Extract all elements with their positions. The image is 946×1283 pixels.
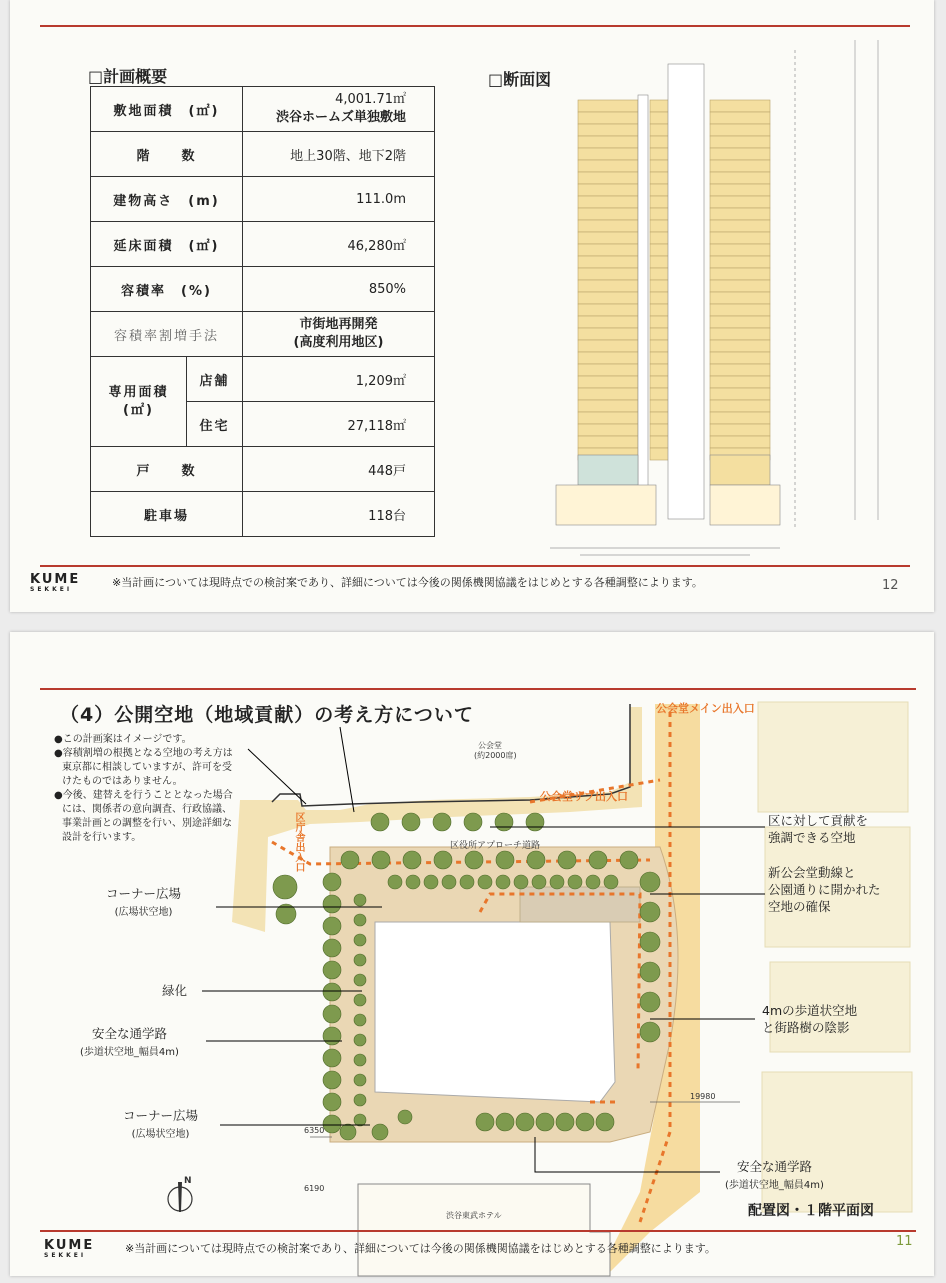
floor-band [650,448,670,460]
floor-band [650,112,670,124]
floor-band [710,280,770,292]
floor-band [578,304,638,316]
floor-band [578,100,638,112]
floors-label: 階 数 [91,132,243,177]
disclaimer-footnote: ※当計画については現時点での検討案であり、詳細については今後の関係機関協議をはじめとする各種調整によります。 [112,576,703,589]
floor-band [578,352,638,364]
floor-band [578,340,638,352]
floor-band [650,280,670,292]
parking-value: 118台 [243,492,435,537]
floor-band [578,232,638,244]
floor-band [578,256,638,268]
tree [323,939,341,957]
floor-area-label: 延床面積 (㎡) [91,222,243,267]
floor-band [710,316,770,328]
floor-band [578,268,638,280]
floor-band [578,244,638,256]
floor-band [650,388,670,400]
height-label: 建物高さ (m) [91,177,243,222]
tree [604,875,618,889]
floor-band [650,184,670,196]
tree [465,851,483,869]
podium-floor [710,455,770,485]
tree [640,932,660,952]
hall-seats-label: (約2000席) [474,751,517,760]
bottom-rule [40,1230,916,1232]
tree [323,961,341,979]
floor-band [578,364,638,376]
tree [442,875,456,889]
floor-band [578,148,638,160]
tree [640,992,660,1012]
tree [323,1005,341,1023]
tree [354,954,366,966]
floor-band [710,160,770,172]
tree [514,875,528,889]
floor-band [578,184,638,196]
tree [424,875,438,889]
floor-band [710,424,770,436]
tree [323,873,341,891]
tree [323,1115,341,1133]
tower-section [556,64,780,525]
site-area-value: 4,001.71㎡ [335,92,406,107]
note-item: ●この計画案はイメージです。 [54,734,192,745]
floor-band [578,436,638,448]
kume-sekkei-logo: KUME SEKKEI [44,1238,95,1259]
exclusive-area-unit: (㎡) [123,402,154,418]
tree [340,1124,356,1140]
floor-band [578,388,638,400]
tree [388,875,402,889]
tree [371,813,389,831]
site-area-note: 渋谷ホームズ単独敷地 [275,110,406,125]
floor-band [650,436,670,448]
page-number: 11 [896,1234,913,1249]
tree [372,851,390,869]
tree [589,851,607,869]
tree [496,851,514,869]
far-bonus-note: (高度利用地区) [293,335,384,350]
tree [596,1113,614,1131]
school-route-label-bottom: 安全な通学路 (歩道状空地_幅員4m) [725,1159,824,1191]
tree [558,851,576,869]
plan-overview-heading: □計画概要 [88,67,168,86]
parking-label: 駐車場 [91,492,243,537]
floor-band [710,148,770,160]
floor-band [650,340,670,352]
dimension-label: 6190 [304,1184,325,1193]
tree [323,1027,341,1045]
school-route-label-left: 安全な通学路 (歩道状空地_幅員4m) [80,1026,179,1058]
far-bonus-label: 容積率割増手法 [91,312,243,357]
tree [640,872,660,892]
tree [354,1034,366,1046]
bottom-rule [40,565,910,567]
tree [406,875,420,889]
tree [496,875,510,889]
floor-band [710,232,770,244]
floor-band [650,220,670,232]
floor-band [710,412,770,424]
far-value: 850% [243,267,435,312]
north-arrow [168,1182,192,1212]
ward-contribution-label: 区に対して貢献を 強調できる空地 [768,813,869,845]
tree [323,1071,341,1089]
floor-band [578,172,638,184]
floor-band [650,160,670,172]
tree [372,1124,388,1140]
floor-band [710,436,770,448]
tree [323,1049,341,1067]
tree [526,813,544,831]
floor-band [710,364,770,376]
tree [550,875,564,889]
tree [640,962,660,982]
tree [532,875,546,889]
page-title: （4）公開空地（地域貢献）の考え方について [60,704,474,726]
floors-value: 地上30階、地下2階 [243,132,435,177]
tree [402,813,420,831]
floor-band [578,196,638,208]
tree [620,851,638,869]
floor-band [710,220,770,232]
tree [354,894,366,906]
floor-band [650,364,670,376]
hotel-label: 渋谷東武ホテル [446,1211,502,1220]
site-area-label: 敷地面積 (㎡) [91,87,243,132]
podium-floor [578,455,638,485]
floor-band [710,208,770,220]
tree [354,1094,366,1106]
page-11 [10,632,934,1276]
sidewalk-label: 4mの歩道状空地 と街路樹の陰影 [762,1003,858,1035]
tree [354,974,366,986]
tree [323,895,341,913]
hall-main-entrance-tag: 公会堂メイン出入口 [656,702,755,715]
open-space-label: 新公会堂動線と 公園通りに開かれた 空地の確保 [768,865,881,914]
retail-label: 店舗 [187,357,243,402]
tree [341,851,359,869]
tree [323,917,341,935]
tree [354,1014,366,1026]
tree [527,851,545,869]
tree [403,851,421,869]
tree [464,813,482,831]
floor-band [650,256,670,268]
hall-sub-entrance-tag: 公会堂サブ出入口 [540,790,628,803]
floor-band [650,100,670,112]
floor-band [710,112,770,124]
greening-label: 緑化 [162,983,188,998]
height-value: 111.0m [243,177,435,222]
floor-band [578,316,638,328]
disclaimer-footnote: ※当計画については現時点での検討案であり、詳細については今後の関係機関協議をはじめとする各種調整によります。 [125,1242,716,1255]
tree [323,983,341,1001]
tree [323,1093,341,1111]
floor-band [650,328,670,340]
tree [354,934,366,946]
kume-sekkei-logo: KUME SEKKEI [30,572,81,593]
page-12 [10,0,934,612]
floor-band [578,424,638,436]
floor-band [650,268,670,280]
tree [556,1113,574,1131]
page-number: 12 [882,578,899,593]
note-item: ●今後、建替えを行うこととなった場合には、関係者の意向調査、行政協議、事業計画との調整を行い、別途詳細な設計を行います。 [54,790,233,843]
residential-label: 住宅 [187,402,243,447]
section-drawing [10,0,934,612]
tree [354,1114,366,1126]
core-shaft [668,64,704,519]
floor-band [710,388,770,400]
floor-band [578,292,638,304]
tree [398,1110,412,1124]
floor-band [650,352,670,364]
tree [476,1113,494,1131]
note-item: ●容積割増の根拠となる空地の考え方は東京都に相談していますが、許可を受けたものではありません。 [54,748,233,787]
floor-band [710,256,770,268]
floor-band [710,268,770,280]
tree [273,875,297,899]
floor-band [710,136,770,148]
approach-road-label: 区役所アプローチ道路 [450,841,541,851]
tree [640,1022,660,1042]
core-shaft [638,95,648,520]
floor-band [650,376,670,388]
floor-band [578,160,638,172]
floor-band [650,424,670,436]
tree [576,1113,594,1131]
corner-plaza-label-2: コーナー広場 (広場状空地) [123,1108,199,1140]
floor-band [650,196,670,208]
floor-band [578,412,638,424]
floor-band [578,376,638,388]
floor-band [710,376,770,388]
floor-band [578,124,638,136]
floor-band [710,352,770,364]
floor-band [710,304,770,316]
section-drawing-heading: □断面図 [488,70,552,89]
floor-band [650,208,670,220]
tree [354,1074,366,1086]
north-label: N [184,1176,192,1186]
floor-band [578,280,638,292]
tree [586,875,600,889]
floor-band [710,184,770,196]
exclusive-area-label: 専用面積 [108,384,169,400]
units-value: 448戸 [243,447,435,492]
floor-band [710,172,770,184]
floor-band [578,220,638,232]
floor-band [578,328,638,340]
floor-band [578,400,638,412]
retail-value: 1,209㎡ [243,357,435,402]
floor-band [710,292,770,304]
dimension-label: 19980 [690,1092,716,1101]
floor-band [650,136,670,148]
floor-band [650,172,670,184]
floor-band [710,244,770,256]
terrace-grid [520,887,640,922]
basement-floor [710,485,780,525]
floor-band [650,316,670,328]
floor-band [650,400,670,412]
tree [460,875,474,889]
floor-band [650,244,670,256]
floor-band [710,328,770,340]
floor-band [710,400,770,412]
floor-band [650,148,670,160]
corner-plaza-label-1: コーナー広場 (広場状空地) [106,886,182,918]
tree [478,875,492,889]
surrounding-blocks [758,702,912,1212]
floor-band [710,100,770,112]
floor-band [578,136,638,148]
tree [640,902,660,922]
notes-list [54,733,234,845]
dimension-label: 6350 [304,1126,325,1135]
floor-band [710,124,770,136]
residential-value: 27,118㎡ [243,402,435,447]
far-label: 容積率 (%) [91,267,243,312]
figure-caption: 配置図・１階平面図 [748,1203,874,1219]
tree [354,994,366,1006]
ward-office-entrance-tag: 区庁舎出入口 [293,812,304,872]
tree [495,813,513,831]
floor-band [650,232,670,244]
tree [354,914,366,926]
hall-label: 公会堂 [478,741,502,750]
tree [354,1054,366,1066]
tree [433,813,451,831]
floor-band [578,112,638,124]
far-bonus-value: 市街地再開発 [299,317,378,332]
floor-band [650,124,670,136]
tree [434,851,452,869]
floor-band [578,208,638,220]
tree [496,1113,514,1131]
basement-floor [556,485,656,525]
building-footprint [375,922,615,1102]
floor-band [710,340,770,352]
floor-area-value: 46,280㎡ [243,222,435,267]
floor-band [650,304,670,316]
floor-band [650,292,670,304]
units-label: 戸 数 [91,447,243,492]
floor-band [710,196,770,208]
tree [568,875,582,889]
floor-band [650,412,670,424]
tree [516,1113,534,1131]
tree [536,1113,554,1131]
